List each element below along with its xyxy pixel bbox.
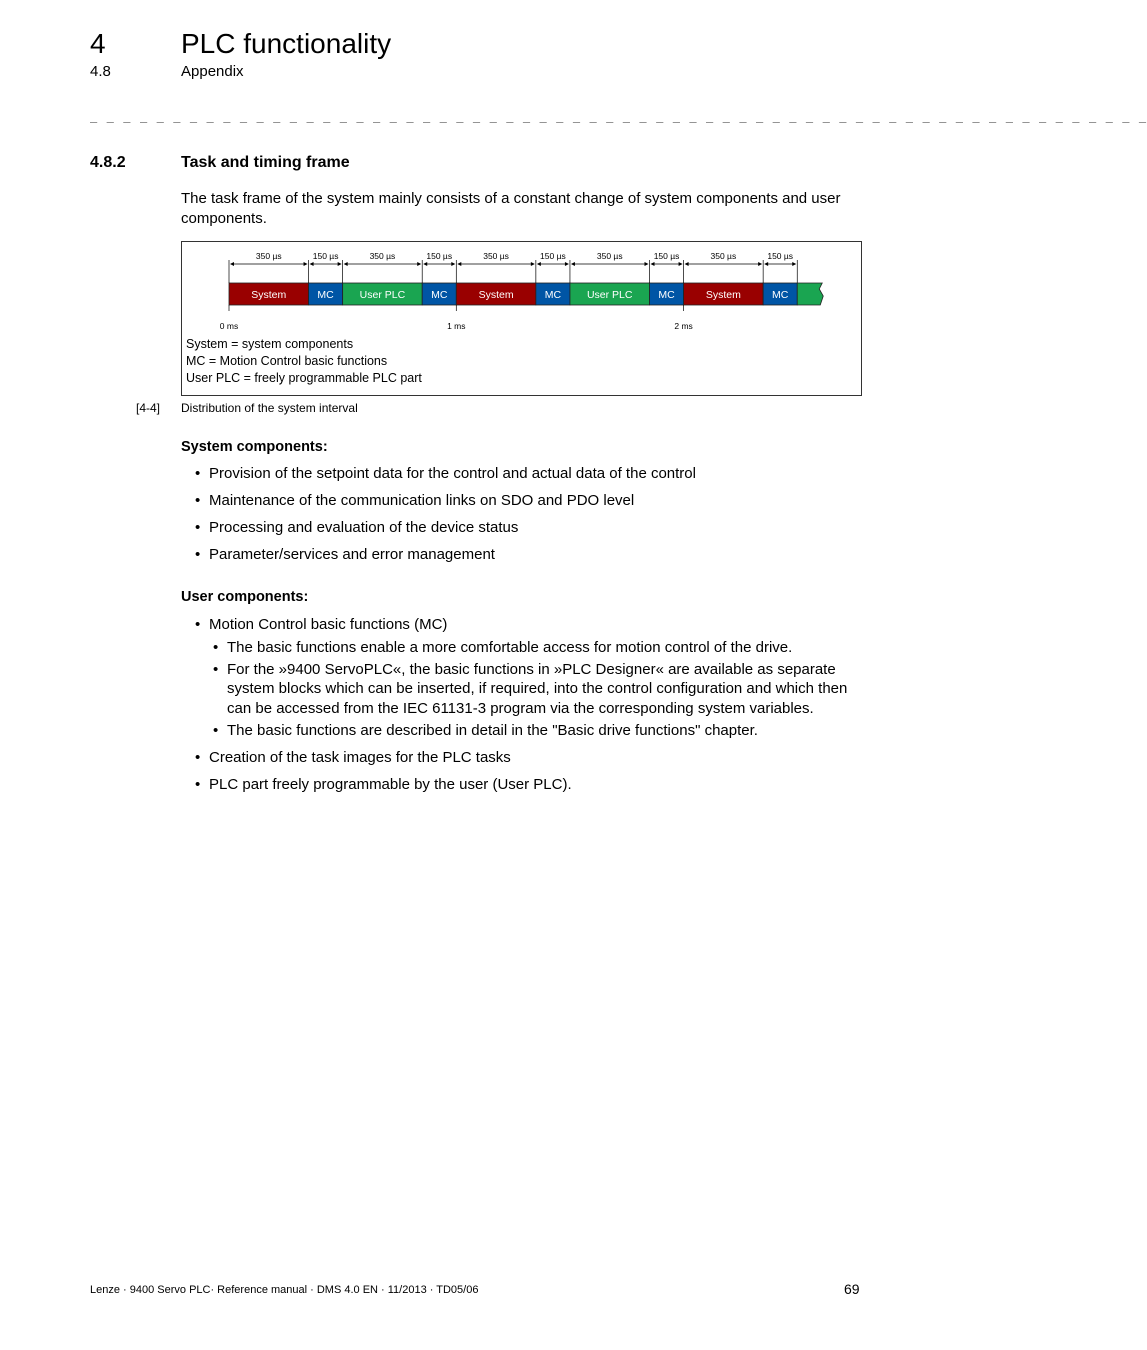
list-item: • Processing and evaluation of the device status xyxy=(193,518,696,538)
duration-label: 150 µs xyxy=(653,251,680,261)
dimension-arrow xyxy=(344,262,348,266)
list-item xyxy=(193,615,859,740)
duration-label: 350 µs xyxy=(596,251,623,261)
dimension-arrow xyxy=(457,262,461,266)
duration-label: 350 µs xyxy=(255,251,282,261)
duration-label: 350 µs xyxy=(710,251,737,261)
duration-label: 150 µs xyxy=(540,251,566,261)
dimension-arrow xyxy=(679,262,683,266)
duration-label: 150 µs xyxy=(312,251,339,261)
duration-label: 350 µs xyxy=(483,251,509,261)
dimension-arrow xyxy=(685,262,689,266)
header-divider: _ _ _ _ _ _ _ _ _ _ _ _ _ _ _ _ _ _ _ _ _ _ _ _ _ _ _ _ _ _ _ _ _ _ _ _ _ _ _ _ _ _ _ _ _ _ _ _ _ _ _ _ _ _ _ _ _ _ _ _ _ _ _ _ xyxy=(90,109,1147,123)
chapter-title: PLC functionality xyxy=(181,28,392,59)
dimension-arrow xyxy=(304,262,308,266)
timing-block-label: MC xyxy=(772,289,789,301)
dimension-arrow xyxy=(531,262,535,266)
dimension-arrow xyxy=(417,262,421,266)
section-number: 4.8 xyxy=(90,63,111,80)
duration-label: 350 µs xyxy=(369,251,396,261)
list-item: • Creation of the task images for the PLC tasks xyxy=(193,748,859,768)
footer-text: Lenze · 9400 Servo PLC· Reference manual · DMS 4.0 EN · 11/2013 · TD05/06 xyxy=(90,1284,479,1296)
dimension-arrow xyxy=(310,262,314,266)
dimension-arrow xyxy=(758,262,762,266)
user-components-list xyxy=(193,615,859,802)
mc-sub-list xyxy=(209,638,859,741)
legend-system: System = system components xyxy=(186,337,354,351)
chapter-number: 4 xyxy=(90,28,106,59)
figure-legend xyxy=(186,336,422,387)
legend-user-plc: User PLC = freely programmable PLC part xyxy=(186,371,422,385)
timing-block-label: User PLC xyxy=(586,289,633,301)
dimension-arrow xyxy=(230,262,234,266)
system-components-list xyxy=(193,464,696,572)
timing-block-label: System xyxy=(478,289,514,301)
list-item: • PLC part freely programmable by the user (User PLC). xyxy=(193,775,859,795)
list-item-text: Motion Control basic functions (MC) xyxy=(209,616,448,633)
timing-diagram xyxy=(0,0,1147,420)
legend-mc: MC = Motion Control basic functions xyxy=(186,354,388,368)
dimension-arrow xyxy=(645,262,649,266)
timing-block-label: MC xyxy=(658,289,675,301)
dimension-arrow xyxy=(537,262,541,266)
subsection-title: Task and timing frame xyxy=(181,154,350,171)
subsection-number: 4.8.2 xyxy=(90,154,126,171)
section-title: Appendix xyxy=(181,63,244,80)
time-tick-label: 1 ms xyxy=(447,321,466,331)
dimension-arrow xyxy=(651,262,655,266)
sub-list-item: • The basic functions enable a more comfortable access for motion control of the drive. xyxy=(209,638,859,658)
user-components-heading: User components: xyxy=(181,589,309,605)
duration-label: 150 µs xyxy=(767,251,794,261)
list-item: • Provision of the setpoint data for the control and actual data of the control xyxy=(193,464,696,484)
list-item: • Parameter/services and error management xyxy=(193,545,696,565)
dimension-arrow xyxy=(565,262,569,266)
time-tick-label: 2 ms xyxy=(674,321,693,331)
dimension-arrow xyxy=(338,262,342,266)
dimension-arrow xyxy=(423,262,427,266)
dimension-arrow xyxy=(451,262,455,266)
figure-caption: Distribution of the system interval xyxy=(181,401,358,415)
dimension-arrow xyxy=(571,262,575,266)
duration-label: 150 µs xyxy=(426,251,453,261)
timing-block-label: MC xyxy=(317,289,334,301)
page-number: 69 xyxy=(844,1281,860,1297)
sub-list-item: • For the »9400 ServoPLC«, the basic functions in »PLC Designer« are available as separate system blocks which can be inserted, if required, into the control configuration and which then can be accessed from the IEC 61131-3 program via the corresponding system variables. xyxy=(209,660,859,719)
figure-number: [4-4] xyxy=(136,401,161,415)
intro-paragraph: The task frame of the system mainly consists of a constant change of system components and user components. xyxy=(181,190,841,227)
system-components-heading: System components: xyxy=(181,439,328,455)
time-tick-label: 0 ms xyxy=(219,321,239,331)
timing-block-label: System xyxy=(251,289,287,301)
timing-block-label: MC xyxy=(431,289,448,301)
timing-block-label: MC xyxy=(544,289,562,301)
timing-block-label: User PLC xyxy=(359,289,406,301)
list-item: • Maintenance of the communication links on SDO and PDO level xyxy=(193,491,696,511)
dimension-arrow xyxy=(764,262,768,266)
timing-block-label: System xyxy=(705,289,741,301)
dimension-arrow xyxy=(792,262,796,266)
continuation-block xyxy=(797,283,823,305)
sub-list-item: • The basic functions are described in detail in the "Basic drive functions" chapter. xyxy=(209,721,859,741)
